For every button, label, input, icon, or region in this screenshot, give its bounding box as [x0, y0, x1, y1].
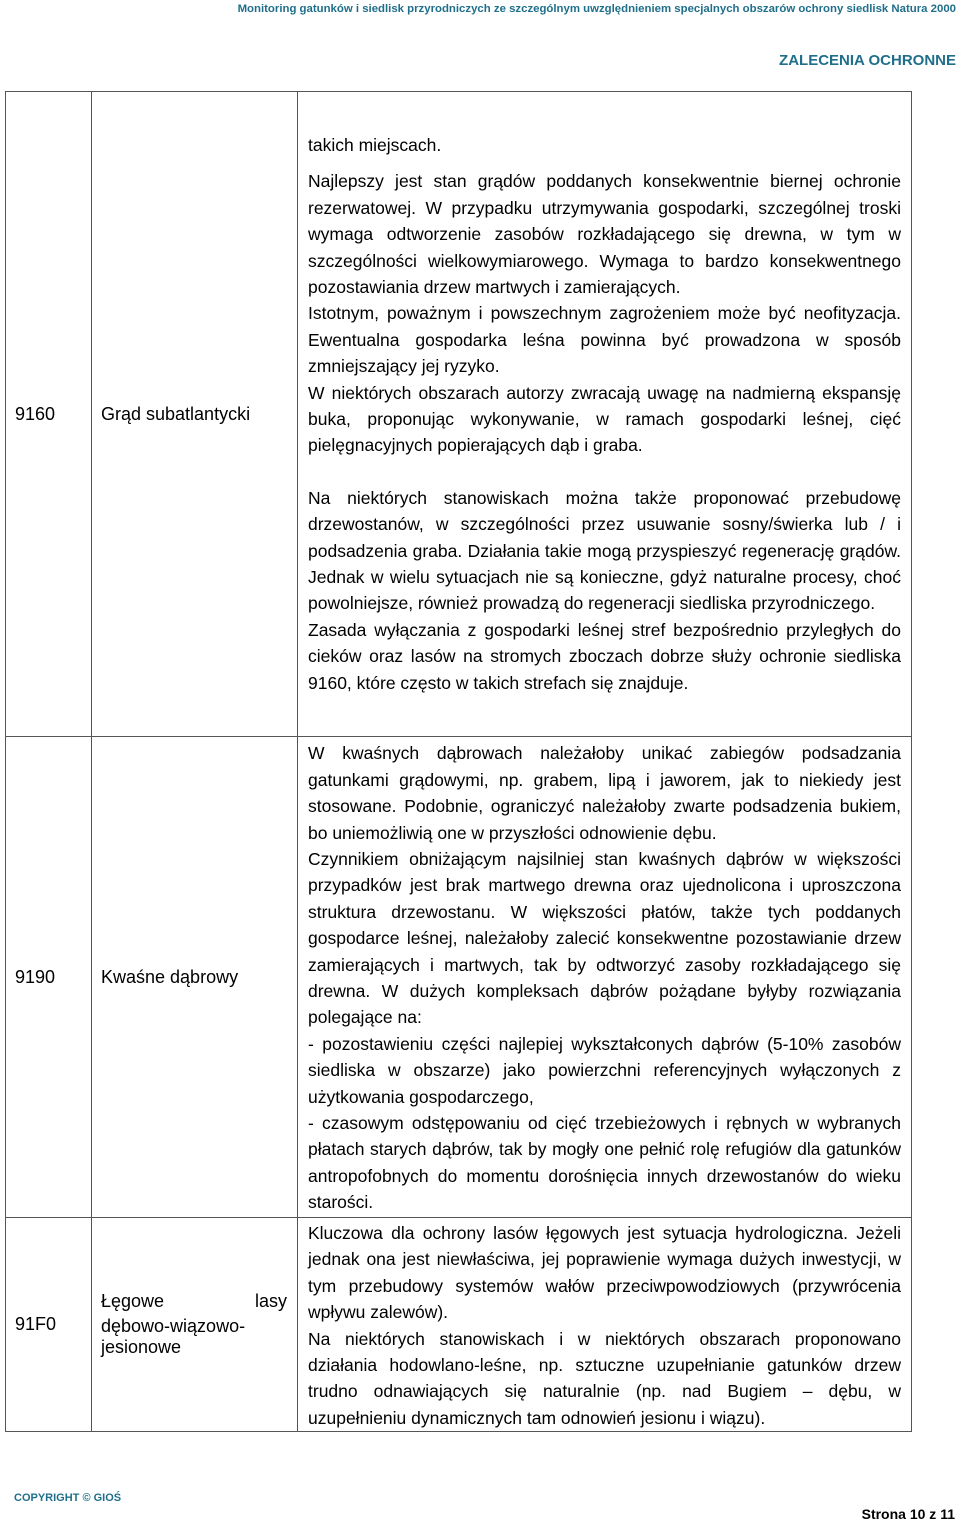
- table-row: [6, 1218, 912, 1432]
- table-row: [6, 92, 912, 737]
- page-number: Strona 10 z 11: [861, 1506, 955, 1522]
- paragraph: Kluczowa dla ochrony lasów łęgowych jest sytuacja hydrologiczna. Jeżeli jednak ona jest niewłaściwa, jej poprawienie wymaga dużych inwestycji, w tym przebudowy systemów wałów przeciwpowodziowych (przywrócenia wpływu zalewów).: [308, 1223, 901, 1323]
- paragraph: - pozostawieniu części najlepiej wykształconych dąbrów (5-10% zasobów siedliska w obszarze) jako powierzchni referencyjnych wyłączonych z użytkowania gospodarczego,: [308, 1033, 901, 1107]
- habitat-name-part: Łęgowe: [101, 1291, 165, 1312]
- habitat-name-part: dębowo-wiązowo-jesionowe: [101, 1316, 246, 1358]
- paragraph: W niektórych obszarach autorzy zwracają uwagę na nadmierną ekspansję buka, proponując wykonywanie, w ramach gospodarki leśnej, cięć pielęgnacyjnych popierających dąb i graba.: [308, 382, 901, 456]
- paragraph-gap: [308, 459, 901, 485]
- paragraph: Czynnikiem obniżającym najsilniej stan kwaśnych dąbrów w większości przypadków jest brak martwego drewna oraz ujednolicona i uproszczona struktura drzewostanu. W większości płatów, także tych poddanych gospodarce leśnej, należałoby zalecić konsekwentne pozostawianie drzew zamierających i martwych, tak by odtworzyć zasoby rozkładającego się drewna. W dużych kompleksach dąbrów pożądane byłyby rozwiązania polegające na:: [308, 848, 901, 1028]
- recommendations-table: [5, 91, 912, 1432]
- paragraph: takich miejscach.: [308, 134, 442, 155]
- section-title: ZALECENIA OCHRONNE: [779, 52, 956, 69]
- habitat-name-part: lasy: [254, 1291, 287, 1312]
- habitat-name: [92, 1218, 298, 1432]
- copyright-notice: COPYRIGHT © GIOŚ: [14, 1492, 122, 1504]
- paragraph: Istotnym, poważnym i powszechnym zagrożeniem może być neofityzacja. Ewentualna gospodarka leśna powinna być prowadzona w sposób zmniejszający jej ryzyko.: [308, 303, 901, 377]
- paragraph: Na niektórych stanowiskach można także proponować przebudowę drzewostanów, w szczególności przez usuwanie sosny/świerka lub / i podsadzenia graba. Działania takie mogą przyspieszyć regenerację grądów. Jednak w wielu sytuacjach nie są konieczne, gdyż naturalne procesy, choć powolniejsze, również prowadzą do regeneracji siedliska przyrodniczego.: [308, 487, 901, 614]
- habitat-code: 9160: [6, 92, 92, 737]
- habitat-name: Grąd subatlantycki: [92, 92, 298, 737]
- habitat-name-line: [101, 1291, 287, 1312]
- recommendation-text: [298, 92, 912, 737]
- paragraph: Najlepszy jest stan grądów poddanych konsekwentnie biernej ochronie rezerwatowej. W przypadku utrzymywania gospodarki, szczególnej troski wymaga odtworzenie zasobów rozkładającego się drewna, w tym w szczególności wielkowymiarowego. Wymaga to bardzo konsekwentnego pozostawiania drzew martwych i zamierających.: [308, 171, 901, 297]
- paragraph: Zasada wyłączania z gospodarki leśnej stref bezpośrednio przyległych do cieków oraz lasów na stromych zboczach dobrze służy ochronie siedliska 9160, które często w takich strefach się znajduje.: [308, 619, 901, 693]
- document-header-title: Monitoring gatunków i siedlisk przyrodniczych ze szczególnym uwzględnieniem specjalnych obszarów ochrony siedlisk Natura 2000: [237, 3, 956, 15]
- paragraph: W kwaśnych dąbrowach należałoby unikać zabiegów podsadzania gatunkami grądowymi, np. grabem, lipą i jaworem, jak to niekiedy jest stosowane. Podobnie, ograniczyć należałoby zwarte podsadzenia bukiem, bo uniemożliwią one w przyszłości odnowienie dębu.: [308, 743, 901, 843]
- table-row: [6, 737, 912, 1218]
- habitat-name: Kwaśne dąbrowy: [92, 737, 298, 1218]
- habitat-code: 91F0: [6, 1218, 92, 1432]
- paragraph: - czasowym odstępowaniu od cięć trzebieżowych i rębnych w wybranych płatach starych dąbrów, tak by mogły one pełnić rolę refugiów dla gatunków antropofobnych do momentu dorośnięcia innych drzewostanów do wieku starości.: [308, 1113, 901, 1213]
- paragraph: Na niektórych stanowiskach i w niektórych obszarach proponowano działania hodowlano-leśne, np. sztuczne uzupełnianie gatunków drzew trudno odnawiających się naturalnie (np. nad Bugiem – dębu, w uzupełnieniu dynamicznych tam odnowień jesionu i wiązu).: [308, 1328, 901, 1428]
- recommendation-text: [298, 1218, 912, 1432]
- recommendation-text: [298, 737, 912, 1218]
- habitat-code: 9190: [6, 737, 92, 1218]
